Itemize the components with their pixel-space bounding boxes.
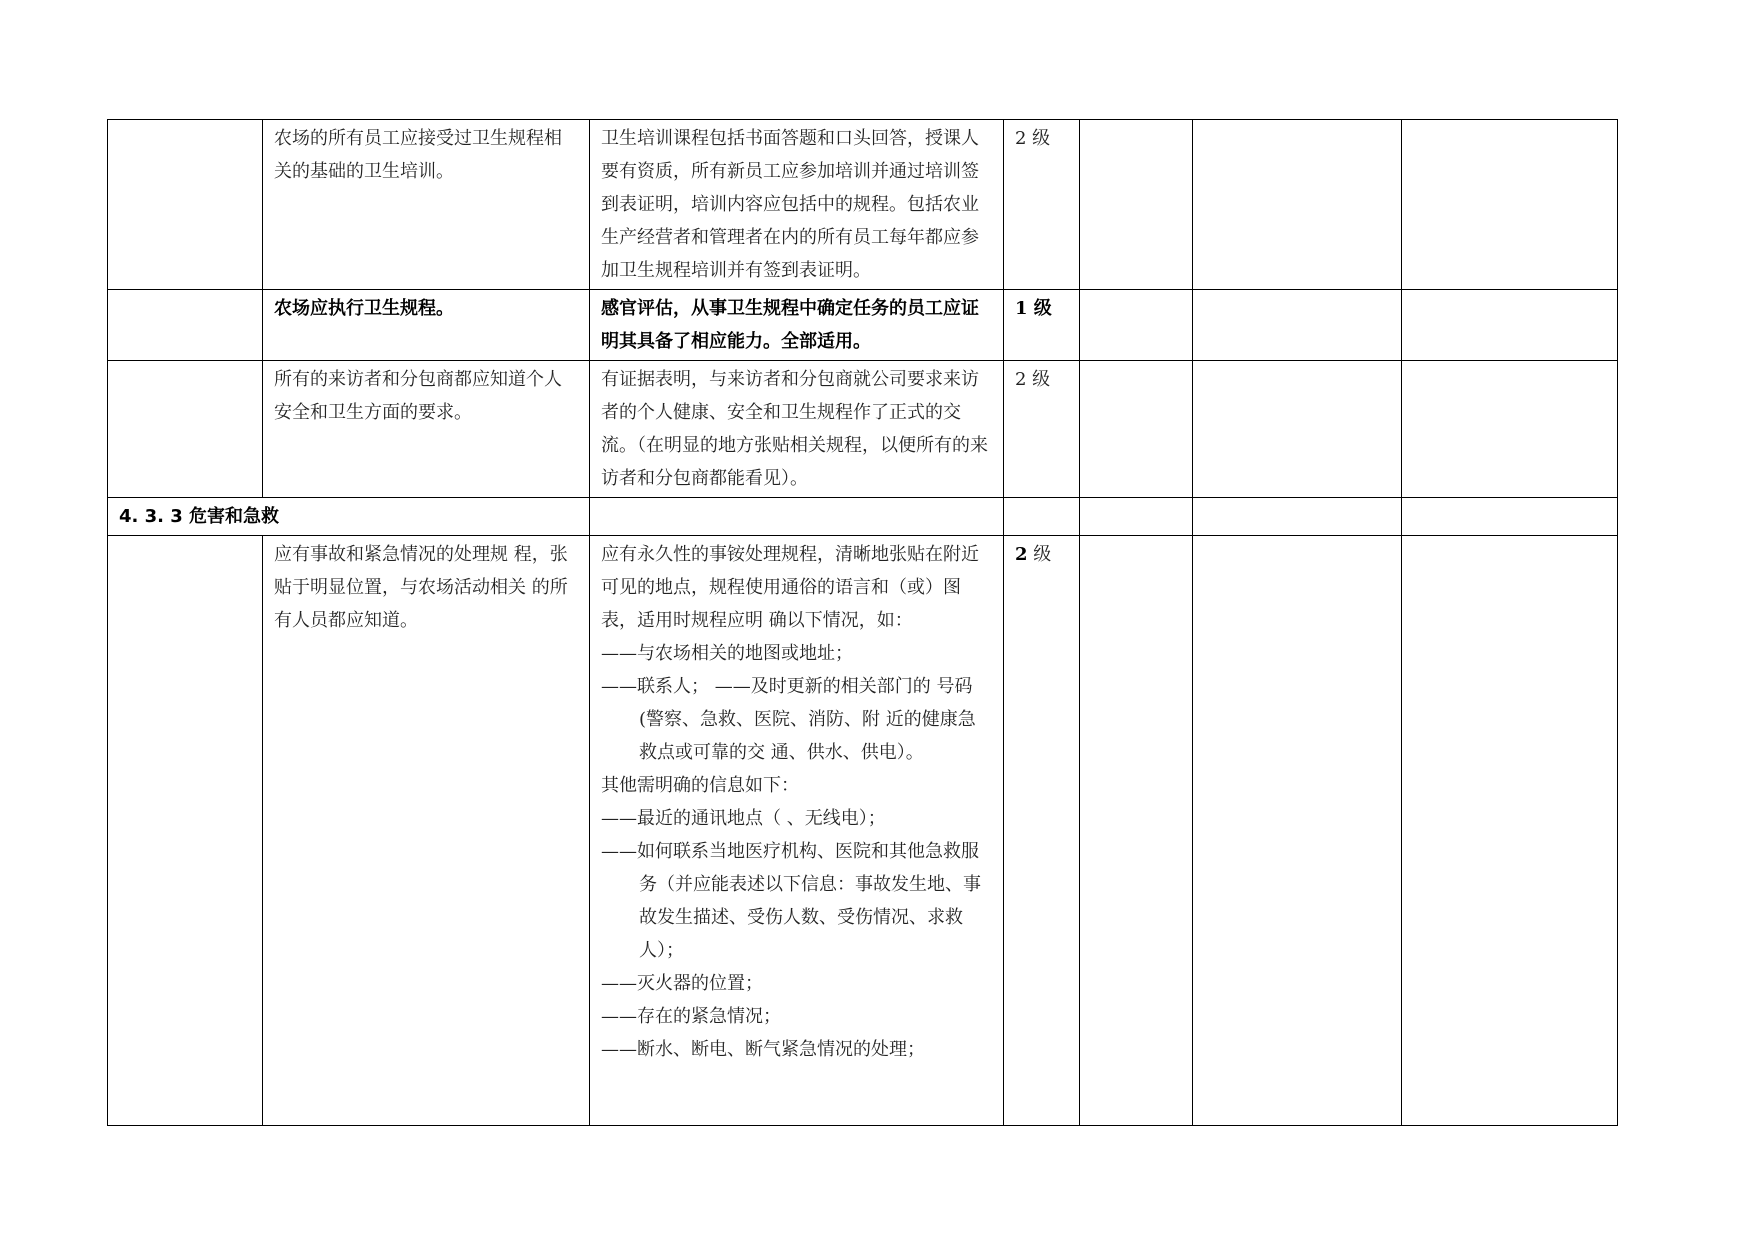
requirement-cell: 应有事故和紧急情况的处理规 程，张贴于明显位置，与农场活动相关 的所有人员都应知道。 — [263, 536, 590, 1126]
table-row — [108, 290, 1618, 361]
empty-cell — [1193, 120, 1402, 290]
empty-cell — [1080, 290, 1193, 361]
criteria-cell — [590, 536, 1004, 1126]
criteria-item: ——灭火器的位置； — [601, 973, 763, 994]
criteria-item: ——存在的紧急情况； — [601, 1006, 781, 1027]
empty-cell — [1004, 498, 1080, 536]
criteria-item: ——断水、断电、断气紧急情况的处理； — [601, 1039, 925, 1060]
level-number: 2 — [1015, 544, 1028, 565]
checklist-table — [107, 119, 1618, 1126]
table-row — [108, 536, 1618, 1126]
empty-cell — [1080, 498, 1193, 536]
empty-cell — [1080, 120, 1193, 290]
empty-cell — [1402, 498, 1618, 536]
empty-cell — [1080, 536, 1193, 1126]
empty-cell — [1402, 290, 1618, 361]
level-cell: 1 级 — [1004, 290, 1080, 361]
requirement-cell: 所有的来访者和分包商都应知道个人安全和卫生方面的要求。 — [263, 361, 590, 498]
empty-cell — [108, 120, 263, 290]
table-row — [108, 361, 1618, 498]
table-row — [108, 120, 1618, 290]
criteria-item: ——如何联系当地医疗机构、医院和其他急救服务（并应能表述以下信息：事故发生地、事故发生描述、受伤人数、受伤情况、求救人）； — [601, 841, 981, 961]
requirement-cell: 农场应执行卫生规程。 — [263, 290, 590, 361]
criteria-item: ——最近的通讯地点（ 、无线电）； — [601, 808, 886, 829]
empty-cell — [1193, 536, 1402, 1126]
criteria-cell: 有证据表明，与来访者和分包商就公司要求来访者的个人健康、安全和卫生规程作了正式的交流。（在明显的地方张贴相关规程，以便所有的来访者和分包商都能看见）。 — [590, 361, 1004, 498]
empty-cell — [108, 536, 263, 1126]
empty-cell — [1080, 361, 1193, 498]
section-heading: 4. 3. 3 危害和急救 — [108, 498, 590, 536]
empty-cell — [1193, 290, 1402, 361]
criteria-item: ——与农场相关的地图或地址； — [601, 643, 853, 664]
criteria-intro: 应有永久性的事铵处理规程，清晰地张贴在附近可见的地点，规程使用通俗的语言和（或）图表，适用时规程应明 确以下情况，如： — [601, 544, 979, 631]
level-unit: 级 — [1027, 544, 1052, 565]
requirement-cell: 农场的所有员工应接受过卫生规程相关的基础的卫生培训。 — [263, 120, 590, 290]
section-row — [108, 498, 1618, 536]
level-cell: 2 级 — [1004, 361, 1080, 498]
level-cell — [1004, 536, 1080, 1126]
criteria-item: ——联系人； ——及时更新的相关部门的 号码(警察、急救、医院、消防、附 近的健康急救点或可靠的交 通、供水、供电）。 — [601, 676, 976, 763]
criteria-subheading: 其他需明确的信息如下： — [601, 775, 799, 796]
empty-cell — [1402, 361, 1618, 498]
empty-cell — [1402, 536, 1618, 1126]
criteria-cell: 卫生培训课程包括书面答题和口头回答，授课人要有资质，所有新员工应参加培训并通过培训签到表证明，培训内容应包括中的规程。包括农业生产经营者和管理者在内的所有员工每年都应参加卫生规程培训并有签到表证明。 — [590, 120, 1004, 290]
empty-cell — [590, 498, 1004, 536]
criteria-cell: 感官评估，从事卫生规程中确定任务的员工应证明其具备了相应能力。全部适用。 — [590, 290, 1004, 361]
empty-cell — [1193, 498, 1402, 536]
level-cell: 2 级 — [1004, 120, 1080, 290]
empty-cell — [108, 361, 263, 498]
empty-cell — [1402, 120, 1618, 290]
empty-cell — [1193, 361, 1402, 498]
empty-cell — [108, 290, 263, 361]
